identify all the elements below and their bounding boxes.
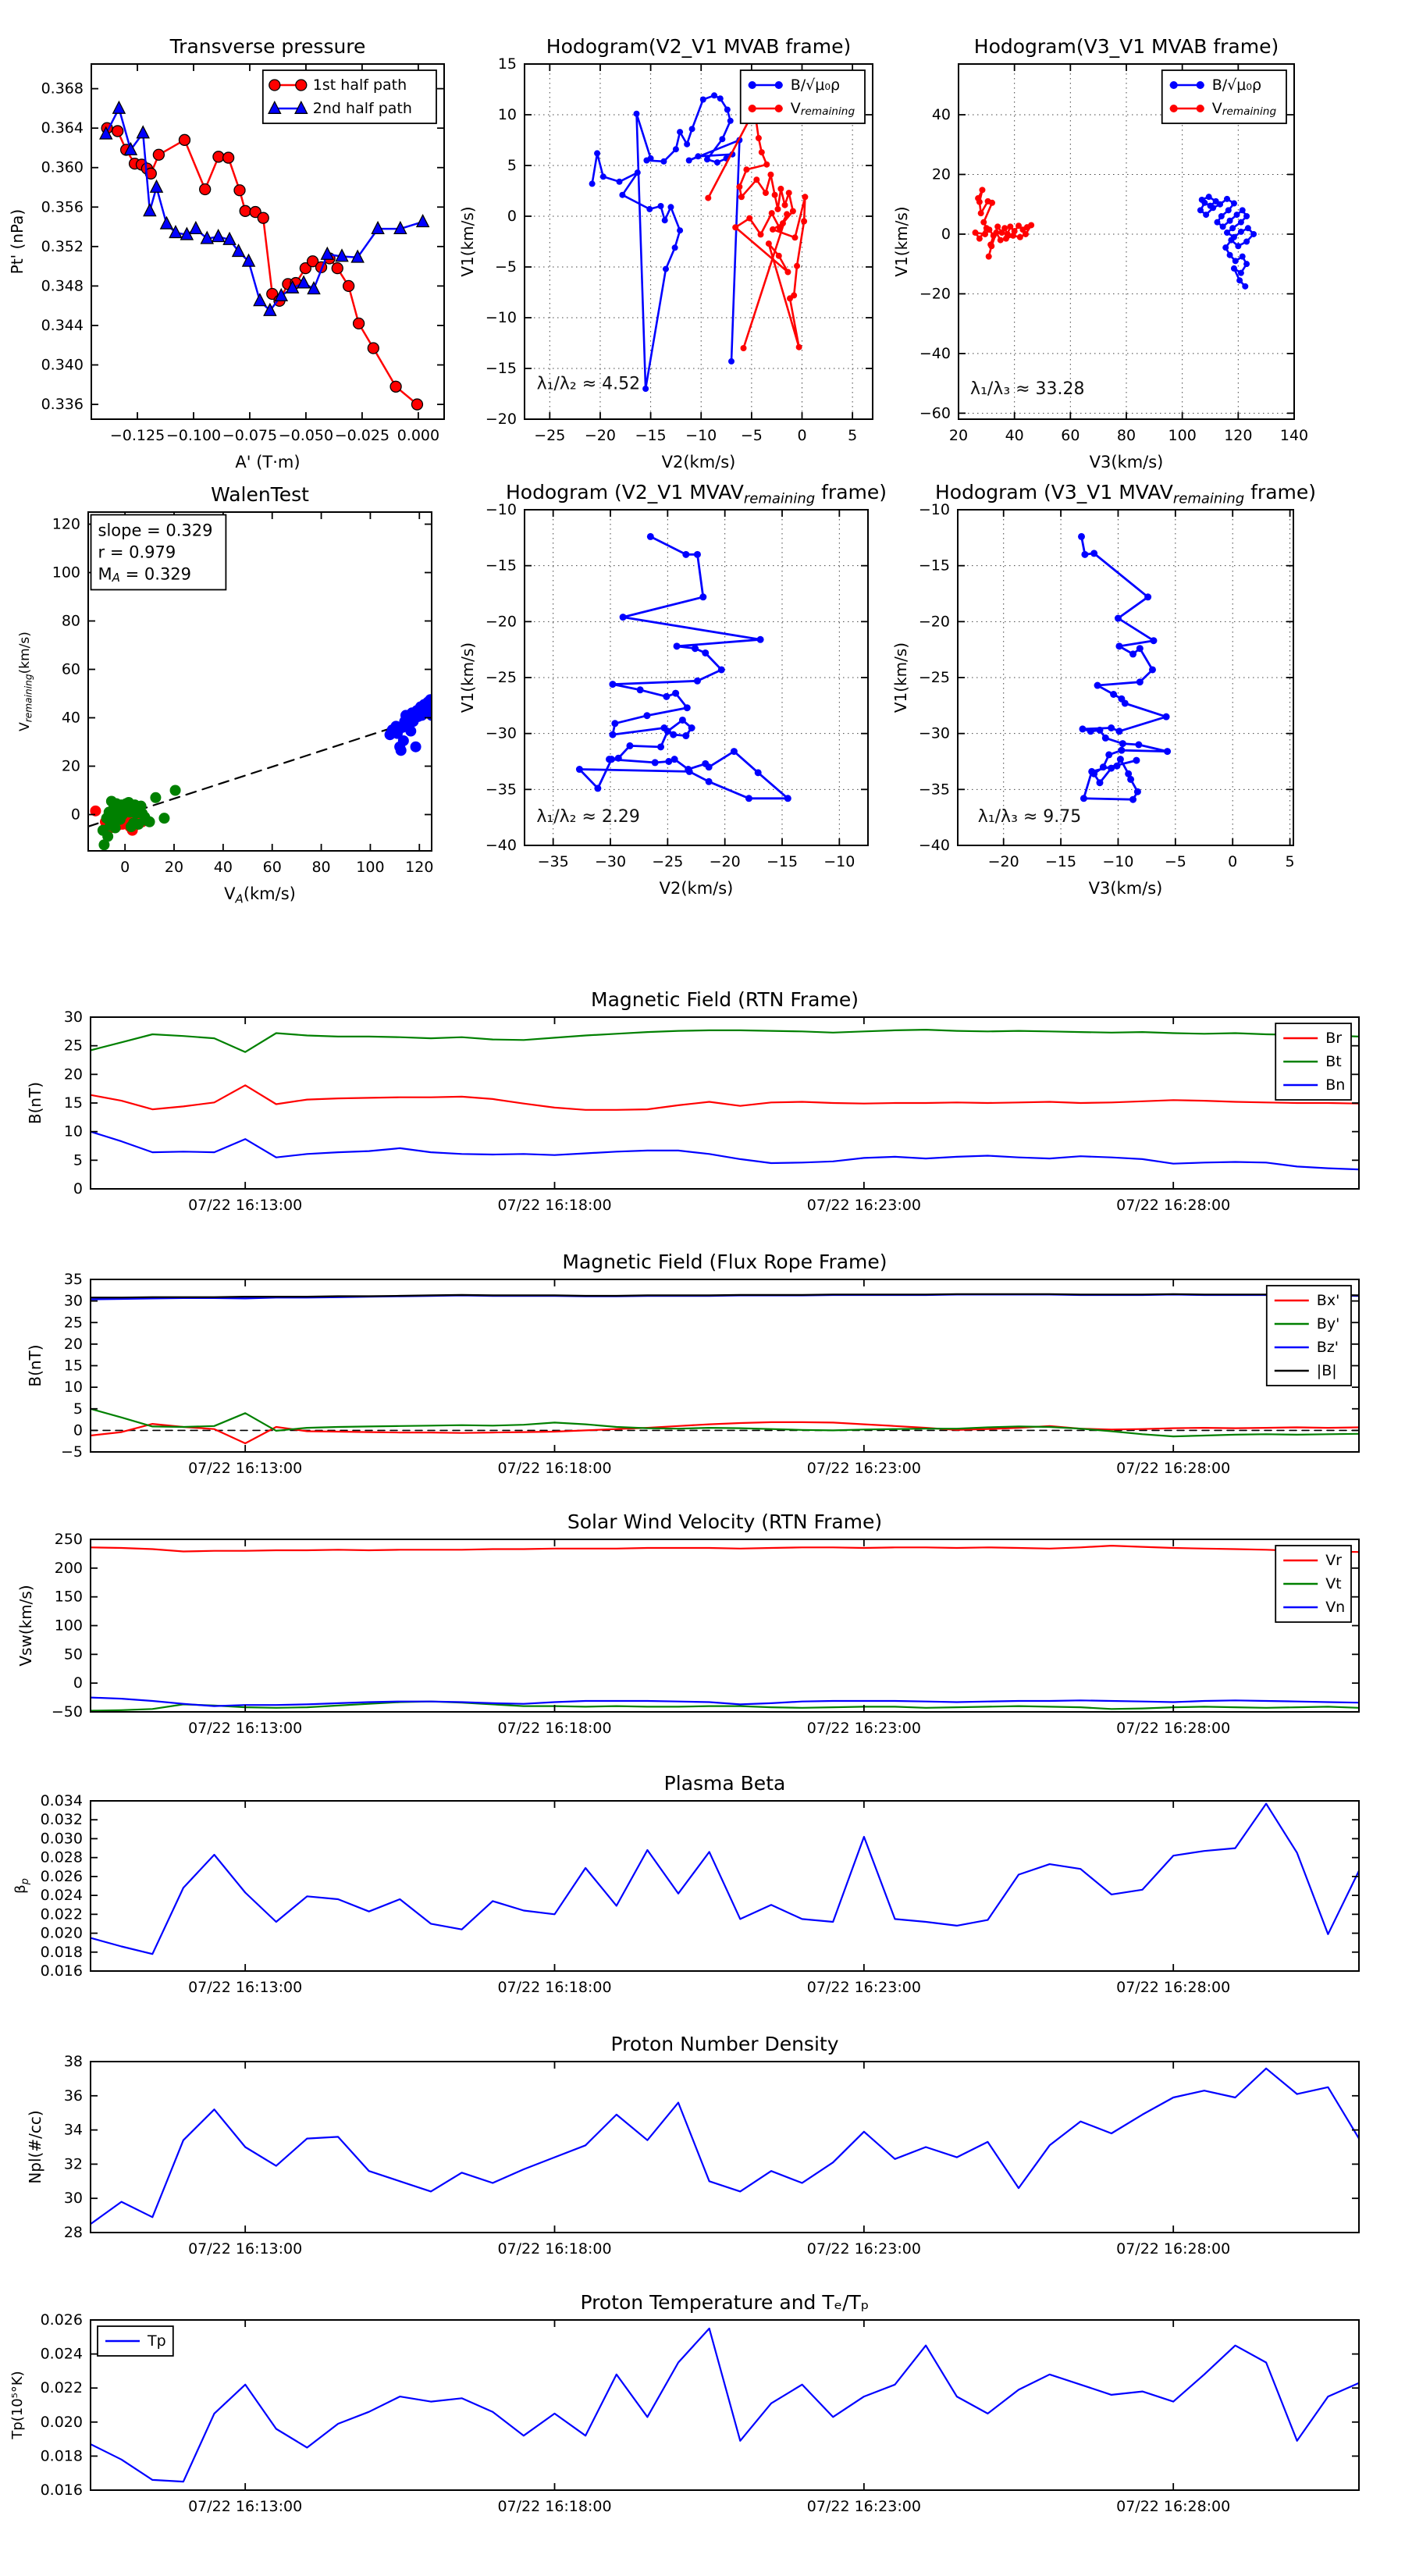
- svg-text:15: 15: [497, 55, 517, 73]
- svg-text:35: 35: [63, 1271, 83, 1288]
- svg-text:−30: −30: [594, 853, 627, 870]
- svg-text:Bx': Bx': [1316, 1292, 1340, 1309]
- svg-text:0.000: 0.000: [397, 427, 440, 444]
- svg-text:−35: −35: [918, 781, 950, 799]
- chart-walen-test: [17, 483, 437, 906]
- svg-text:−60: −60: [919, 404, 951, 422]
- chart-hodogram-v2v1-mvav: [458, 481, 887, 898]
- svg-text:25: 25: [63, 1314, 83, 1332]
- svg-text:0.016: 0.016: [40, 2482, 83, 2499]
- svg-text:λ₁/λ₃ ≈ 33.28: λ₁/λ₃ ≈ 33.28: [970, 379, 1085, 400]
- svg-text:−15: −15: [1045, 853, 1077, 870]
- svg-text:07/22 16:13:00: 07/22 16:13:00: [188, 1197, 303, 1214]
- svg-text:slope = 0.329: slope = 0.329: [98, 521, 213, 540]
- chart-proton-density: [26, 2033, 1359, 2258]
- svg-text:30: 30: [63, 1009, 83, 1026]
- svg-text:−5: −5: [1164, 853, 1186, 870]
- svg-text:V2(km/s): V2(km/s): [661, 453, 736, 471]
- svg-text:Tp(10⁵°K): Tp(10⁵°K): [9, 2371, 26, 2439]
- svg-text:0.022: 0.022: [40, 1905, 83, 1923]
- svg-text:80: 80: [311, 859, 331, 876]
- svg-text:10: 10: [63, 1379, 83, 1397]
- svg-text:0.020: 0.020: [40, 1924, 83, 1942]
- svg-text:Plasma Beta: Plasma Beta: [663, 1772, 786, 1795]
- svg-text:−15: −15: [766, 853, 799, 870]
- svg-text:07/22 16:18:00: 07/22 16:18:00: [497, 1197, 612, 1214]
- svg-text:0.022: 0.022: [40, 2379, 83, 2397]
- chart-hodogram-v2v1-mvab: [458, 35, 873, 471]
- svg-text:07/22 16:23:00: 07/22 16:23:00: [806, 1720, 921, 1737]
- svg-text:120: 120: [405, 859, 434, 876]
- svg-text:0.340: 0.340: [41, 356, 84, 374]
- svg-text:0: 0: [507, 208, 517, 225]
- svg-text:−5: −5: [494, 258, 517, 276]
- svg-text:−0.075: −0.075: [222, 427, 278, 444]
- svg-text:0.026: 0.026: [40, 2311, 83, 2329]
- svg-text:V1(km/s): V1(km/s): [892, 206, 911, 277]
- svg-text:0.344: 0.344: [41, 316, 84, 334]
- svg-text:Bn: Bn: [1325, 1076, 1346, 1094]
- svg-text:20: 20: [63, 1066, 83, 1083]
- svg-text:07/22 16:18:00: 07/22 16:18:00: [497, 2498, 612, 2515]
- svg-text:−5: −5: [60, 1443, 83, 1461]
- svg-text:−20: −20: [918, 613, 950, 631]
- svg-text:0.034: 0.034: [40, 1792, 83, 1809]
- svg-text:−40: −40: [485, 837, 517, 854]
- svg-text:20: 20: [931, 165, 951, 183]
- svg-text:−0.050: −0.050: [278, 427, 334, 444]
- svg-text:07/22 16:13:00: 07/22 16:13:00: [188, 2240, 303, 2258]
- svg-text:120: 120: [1224, 427, 1253, 444]
- svg-text:20: 20: [61, 757, 80, 775]
- svg-text:0: 0: [120, 859, 130, 876]
- svg-text:−35: −35: [537, 853, 569, 870]
- svg-text:−40: −40: [918, 837, 950, 854]
- chart-proton-temperature: [9, 2291, 1359, 2515]
- svg-text:V2(km/s): V2(km/s): [659, 879, 734, 898]
- svg-text:−25: −25: [534, 427, 566, 444]
- chart-solar-wind-velocity: [16, 1510, 1359, 1737]
- svg-text:Vremaining(km/s): $V_{remaining}(km/s)$: [17, 632, 34, 731]
- svg-text:−40: −40: [919, 344, 951, 362]
- svg-text:07/22 16:18:00: 07/22 16:18:00: [497, 2240, 612, 2258]
- svg-text:Vremaining: $V_{remaining}$: [1211, 100, 1277, 119]
- svg-text:0.336: 0.336: [41, 396, 84, 414]
- svg-text:0.026: 0.026: [40, 1867, 83, 1885]
- chart-magnetic-field-flux-rope: [26, 1251, 1359, 1477]
- svg-text:07/22 16:18:00: 07/22 16:18:00: [497, 1460, 612, 1477]
- svg-text:Vsw(km/s): Vsw(km/s): [16, 1585, 35, 1667]
- svg-text:Hodogram(V2_V1 MVAB frame): Hodogram(V2_V1 MVAB frame): [546, 35, 852, 58]
- svg-text:−50: −50: [51, 1703, 83, 1720]
- svg-text:60: 60: [61, 660, 80, 678]
- svg-text:0: 0: [70, 806, 80, 824]
- svg-text:0.024: 0.024: [40, 2345, 83, 2363]
- svg-text:−15: −15: [485, 557, 517, 575]
- svg-text:By': By': [1316, 1315, 1340, 1332]
- svg-text:07/22 16:13:00: 07/22 16:13:00: [188, 2498, 303, 2515]
- svg-text:Hodogram(V3_V1 MVAB frame): Hodogram(V3_V1 MVAB frame): [973, 35, 1279, 58]
- svg-text:−25: −25: [485, 669, 517, 686]
- svg-text:−25: −25: [918, 669, 950, 686]
- svg-text:250: 250: [54, 1531, 83, 1548]
- svg-text:5: 5: [507, 157, 517, 174]
- svg-text:−15: −15: [485, 360, 517, 377]
- svg-text:B(nT): B(nT): [26, 1081, 44, 1125]
- svg-text:Magnetic Field (Flux Rope Fram: Magnetic Field (Flux Rope Frame): [562, 1251, 887, 1273]
- svg-text:λ₁/λ₃ ≈ 9.75: λ₁/λ₃ ≈ 9.75: [977, 806, 1082, 827]
- svg-text:0.016: 0.016: [40, 1962, 83, 1980]
- svg-text:10: 10: [497, 106, 517, 123]
- svg-text:−20: −20: [584, 427, 617, 444]
- svg-text:V1(km/s): V1(km/s): [891, 642, 910, 713]
- svg-text:r = 0.979: r = 0.979: [98, 543, 176, 562]
- svg-text:1st half path: 1st half path: [312, 76, 407, 94]
- svg-text:−15: −15: [918, 557, 950, 575]
- svg-text:40: 40: [1005, 427, 1024, 444]
- svg-text:60: 60: [1061, 427, 1080, 444]
- svg-text:0: 0: [73, 1421, 83, 1439]
- svg-text:−10: −10: [1102, 853, 1134, 870]
- svg-text:32: 32: [63, 2155, 83, 2173]
- svg-text:Proton Temperature and Tₑ/Tₚ: Proton Temperature and Tₑ/Tₚ: [580, 2291, 870, 2314]
- svg-text:20: 20: [164, 859, 184, 876]
- svg-text:80: 80: [61, 612, 80, 630]
- svg-text:0.024: 0.024: [40, 1887, 83, 1905]
- svg-text:100: 100: [356, 859, 385, 876]
- svg-text:V1(km/s): V1(km/s): [458, 206, 477, 277]
- svg-text:5: 5: [73, 1151, 83, 1169]
- svg-text:Bz': Bz': [1316, 1339, 1339, 1356]
- svg-text:MA = 0.329: $M_A = 0.329$: [98, 564, 192, 585]
- svg-text:10: 10: [63, 1123, 83, 1140]
- svg-text:V1(km/s): V1(km/s): [458, 642, 477, 713]
- svg-text:40: 40: [61, 709, 80, 727]
- svg-text:0.020: 0.020: [40, 2413, 83, 2431]
- svg-text:WalenTest: WalenTest: [211, 483, 309, 506]
- chart-plasma-beta: [12, 1772, 1359, 1996]
- svg-text:B(nT): B(nT): [26, 1344, 44, 1387]
- svg-text:07/22 16:13:00: 07/22 16:13:00: [188, 1460, 303, 1477]
- svg-text:VA(km/s): $V_A(km/s)$: [224, 884, 296, 906]
- svg-text:−10: −10: [685, 427, 717, 444]
- svg-text:−30: −30: [485, 724, 517, 742]
- svg-text:140: 140: [1279, 427, 1309, 444]
- svg-text:07/22 16:28:00: 07/22 16:28:00: [1116, 2498, 1231, 2515]
- svg-text:07/22 16:13:00: 07/22 16:13:00: [188, 1979, 303, 1996]
- svg-text:07/22 16:23:00: 07/22 16:23:00: [806, 2240, 921, 2258]
- svg-text:120: 120: [52, 515, 80, 533]
- svg-text:2nd half path: 2nd half path: [312, 100, 412, 117]
- svg-text:07/22 16:28:00: 07/22 16:28:00: [1116, 1720, 1231, 1737]
- svg-text:λ₁/λ₂ ≈ 4.52: λ₁/λ₂ ≈ 4.52: [536, 374, 641, 394]
- svg-text:50: 50: [63, 1646, 83, 1663]
- svg-text:Bt: Bt: [1325, 1053, 1342, 1070]
- svg-text:0: 0: [73, 1180, 83, 1197]
- svg-text:30: 30: [63, 2190, 83, 2208]
- svg-text:−10: −10: [485, 309, 517, 326]
- svg-text:A' (T·m): A' (T·m): [235, 453, 301, 471]
- svg-text:−10: −10: [485, 501, 517, 518]
- svg-text:0.030: 0.030: [40, 1830, 83, 1848]
- svg-text:−20: −20: [485, 613, 517, 631]
- svg-text:0: 0: [1228, 853, 1238, 870]
- svg-text:Vr: Vr: [1325, 1552, 1343, 1569]
- svg-text:100: 100: [54, 1617, 83, 1635]
- svg-text:−0.125: −0.125: [109, 427, 165, 444]
- svg-text:B/√μ₀ρ: B/√μ₀ρ: [790, 76, 841, 94]
- svg-text:07/22 16:23:00: 07/22 16:23:00: [806, 2498, 921, 2515]
- svg-text:07/22 16:18:00: 07/22 16:18:00: [497, 1979, 612, 1996]
- svg-text:40: 40: [213, 859, 233, 876]
- svg-text:60: 60: [262, 859, 282, 876]
- chart-hodogram-v3v1-mvab: [892, 35, 1308, 471]
- svg-text:25: 25: [63, 1037, 83, 1055]
- svg-text:07/22 16:28:00: 07/22 16:28:00: [1116, 2240, 1231, 2258]
- svg-text:−25: −25: [652, 853, 684, 870]
- svg-text:−20: −20: [709, 853, 741, 870]
- svg-text:0: 0: [797, 427, 807, 444]
- svg-text:Br: Br: [1325, 1030, 1343, 1047]
- svg-text:0.356: 0.356: [41, 198, 84, 216]
- svg-text:Vn: Vn: [1325, 1599, 1346, 1616]
- svg-text:07/22 16:23:00: 07/22 16:23:00: [806, 1979, 921, 1996]
- svg-text:0.018: 0.018: [40, 1943, 83, 1961]
- svg-text:V3(km/s): V3(km/s): [1089, 453, 1164, 471]
- svg-text:07/22 16:28:00: 07/22 16:28:00: [1116, 1979, 1231, 1996]
- svg-text:150: 150: [54, 1588, 83, 1606]
- svg-text:−20: −20: [919, 285, 951, 303]
- svg-text:38: 38: [63, 2053, 83, 2070]
- svg-text:Npl(#/cc): Npl(#/cc): [26, 2110, 44, 2184]
- svg-text:34: 34: [63, 2121, 83, 2139]
- svg-text:200: 200: [54, 1559, 83, 1577]
- svg-text:40: 40: [931, 106, 951, 123]
- svg-text:−30: −30: [918, 724, 950, 742]
- svg-text:−10: −10: [918, 501, 950, 518]
- svg-text:20: 20: [63, 1335, 83, 1353]
- chart-hodogram-v3v1-mvav: [891, 481, 1316, 898]
- svg-text:100: 100: [52, 564, 80, 582]
- chart-transverse-pressure: [8, 35, 444, 471]
- svg-text:−20: −20: [987, 853, 1019, 870]
- svg-text:Transverse pressure: Transverse pressure: [169, 35, 366, 58]
- svg-text:0.348: 0.348: [41, 277, 84, 295]
- svg-text:0: 0: [73, 1674, 83, 1692]
- svg-text:B/√μ₀ρ: B/√μ₀ρ: [1211, 76, 1262, 94]
- svg-text:−35: −35: [485, 781, 517, 799]
- svg-text:−0.100: −0.100: [165, 427, 222, 444]
- svg-text:07/22 16:18:00: 07/22 16:18:00: [497, 1720, 612, 1737]
- svg-text:28: 28: [63, 2224, 83, 2241]
- svg-text:36: 36: [63, 2087, 83, 2105]
- svg-text:5: 5: [1285, 853, 1295, 870]
- svg-text:5: 5: [73, 1400, 83, 1418]
- svg-text:07/22 16:23:00: 07/22 16:23:00: [806, 1460, 921, 1477]
- svg-text:|B|: |B|: [1316, 1362, 1337, 1379]
- svg-text:Hodogram (V3_V1 MVAVremaining: Hodogram (V3_V1 $MVAV_{remaining}$ frame): [934, 481, 1317, 507]
- svg-text:0.018: 0.018: [40, 2447, 83, 2465]
- svg-text:Pt' (nPa): Pt' (nPa): [8, 208, 27, 275]
- svg-text:Magnetic Field (RTN Frame): Magnetic Field (RTN Frame): [591, 988, 859, 1011]
- svg-text:Solar Wind Velocity (RTN Frame: Solar Wind Velocity (RTN Frame): [567, 1510, 883, 1533]
- svg-text:0.364: 0.364: [41, 119, 84, 137]
- svg-text:30: 30: [63, 1292, 83, 1310]
- svg-text:0: 0: [941, 225, 951, 243]
- svg-text:Hodogram (V2_V1 MVAVremaining: Hodogram (V2_V1 $MVAV_{remaining}$ frame): [505, 481, 887, 507]
- svg-text:0.352: 0.352: [41, 237, 84, 255]
- svg-text:0.028: 0.028: [40, 1848, 83, 1866]
- svg-text:07/22 16:28:00: 07/22 16:28:00: [1116, 1197, 1231, 1214]
- svg-text:100: 100: [1168, 427, 1197, 444]
- svg-text:5: 5: [848, 427, 858, 444]
- svg-text:βp: $\beta_p$: [12, 1878, 31, 1894]
- svg-text:Proton Number Density: Proton Number Density: [610, 2033, 839, 2055]
- svg-text:80: 80: [1116, 427, 1136, 444]
- svg-text:20: 20: [948, 427, 969, 444]
- chart-magnetic-field-rtn: [26, 988, 1359, 1214]
- svg-text:15: 15: [63, 1357, 83, 1375]
- svg-text:07/22 16:23:00: 07/22 16:23:00: [806, 1197, 921, 1214]
- svg-text:Vremaining: $V_{remaining}$: [790, 100, 855, 119]
- svg-text:0.032: 0.032: [40, 1811, 83, 1829]
- svg-text:V3(km/s): V3(km/s): [1088, 879, 1163, 898]
- svg-text:−15: −15: [635, 427, 667, 444]
- svg-text:−5: −5: [740, 427, 763, 444]
- svg-text:−10: −10: [823, 853, 855, 870]
- svg-text:Tp: Tp: [148, 2332, 166, 2350]
- svg-text:07/22 16:28:00: 07/22 16:28:00: [1116, 1460, 1231, 1477]
- svg-text:0.360: 0.360: [41, 158, 84, 176]
- svg-text:−20: −20: [485, 411, 517, 428]
- svg-text:07/22 16:13:00: 07/22 16:13:00: [188, 1720, 303, 1737]
- svg-text:Vt: Vt: [1325, 1575, 1342, 1592]
- svg-text:λ₁/λ₂ ≈ 2.29: λ₁/λ₂ ≈ 2.29: [536, 806, 640, 827]
- svg-text:−0.025: −0.025: [334, 427, 390, 444]
- svg-text:0.368: 0.368: [41, 80, 84, 98]
- svg-text:15: 15: [63, 1094, 83, 1112]
